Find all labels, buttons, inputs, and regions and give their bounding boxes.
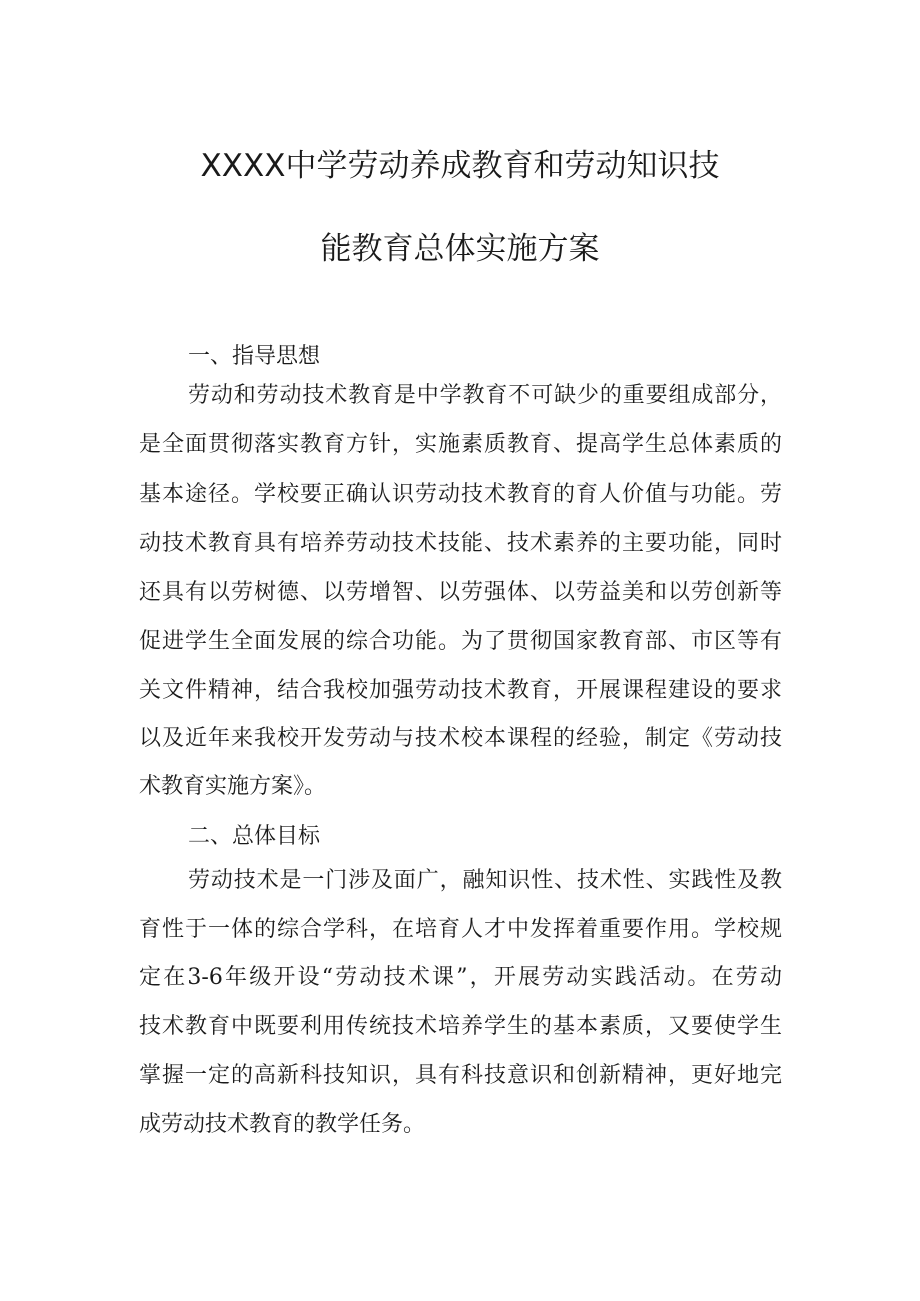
section-heading-overall-goals: 二、总体目标	[188, 824, 321, 849]
paragraph-line: 基本途径。学校要正确认识劳动技术教育的育人价值与功能。劳	[139, 482, 782, 507]
paragraph-line: 定在3-6年级开设“劳动技术课”，开展劳动实践活动。在劳动	[139, 965, 782, 990]
paragraph-line: 劳动和劳动技术教育是中学教育不可缺少的重要组成部分，	[188, 383, 782, 408]
section-heading-guiding-ideology: 一、指导思想	[188, 344, 321, 369]
paragraph-line: 是全面贯彻落实教育方针，实施素质教育、提高学生总体素质的	[139, 432, 782, 457]
paragraph-line: 技术教育中既要利用传统技术培养学生的基本素质，又要使学生	[139, 1014, 782, 1039]
paragraph-line: 动技术教育具有培养劳动技术技能、技术素养的主要功能，同时	[139, 531, 782, 556]
document-title-line-1: XXXX中学劳动养成教育和劳动知识技	[200, 148, 720, 184]
paragraph-line: 育性于一体的综合学科，在培育人才中发挥着重要作用。学校规	[139, 917, 782, 942]
paragraph-line: 术教育实施方案》。	[139, 774, 327, 799]
paragraph-line: 还具有以劳树德、以劳增智、以劳强体、以劳益美和以劳创新等	[139, 580, 782, 605]
paragraph-line: 掌握一定的高新科技知识，具有科技意识和创新精神，更好地完	[139, 1063, 782, 1088]
paragraph-line: 关文件精神，结合我校加强劳动技术教育，开展课程建设的要求	[139, 678, 782, 703]
paragraph-line: 劳动技术是一门涉及面广，融知识性、技术性、实践性及教	[188, 868, 782, 893]
paragraph-line: 成劳动技术教育的教学任务。	[139, 1112, 426, 1137]
paragraph-line: 以及近年来我校开发劳动与技术校本课程的经验，制定《劳动技	[139, 726, 782, 751]
paragraph-line: 促进学生全面发展的综合功能。为了贯彻国家教育部、市区等有	[139, 629, 782, 654]
document-title-line-2: 能教育总体实施方案	[320, 231, 600, 267]
